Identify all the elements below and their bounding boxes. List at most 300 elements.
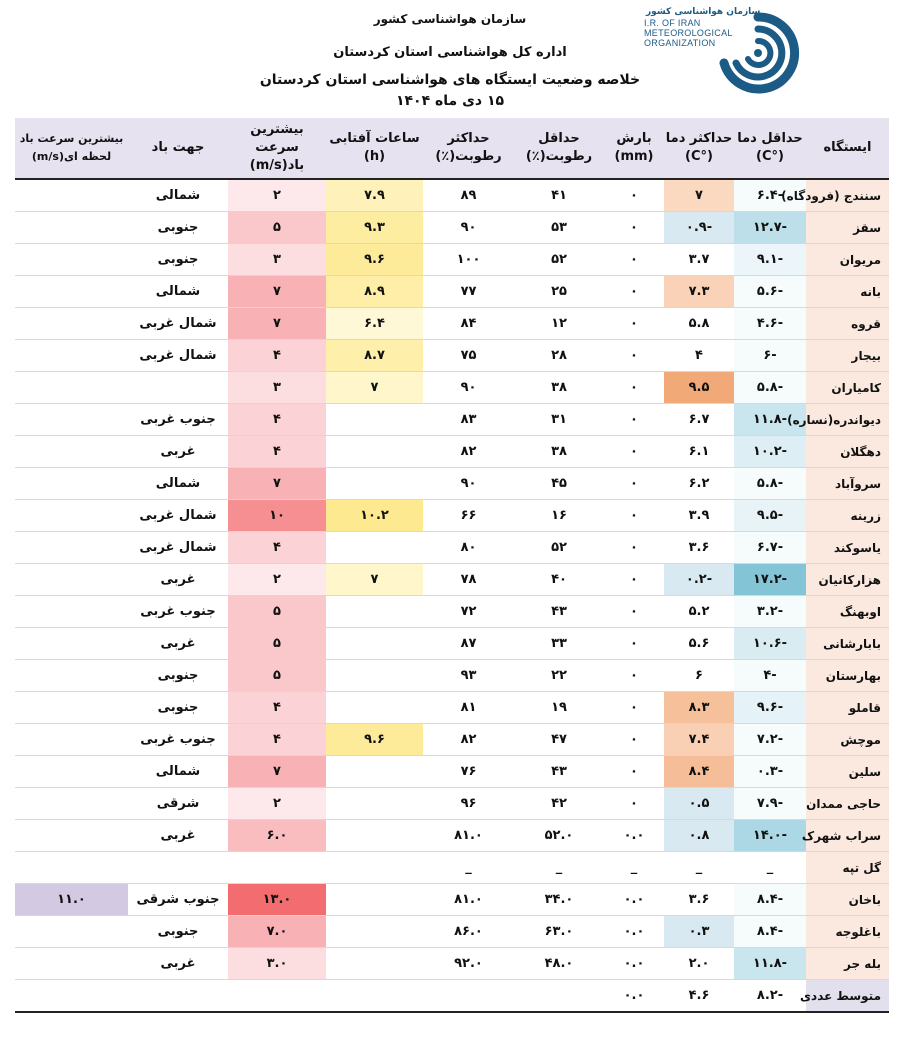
min-humidity-cell: ۴۵: [514, 468, 604, 500]
wind-direction-cell: شمالی: [128, 276, 228, 308]
max-humidity-cell: ۹۲.۰: [423, 948, 514, 980]
sunshine-cell: [326, 852, 423, 884]
meteorological-organization-logo: [640, 5, 810, 91]
min-humidity-cell: _: [514, 852, 604, 884]
table-header-row: [15, 118, 889, 179]
sunshine-cell: [326, 916, 423, 948]
max-temp-cell: ۵.۸: [664, 308, 734, 340]
gust-cell: [15, 948, 128, 980]
station-name-cell: قروه: [806, 308, 889, 340]
station-name-cell: مریوان: [806, 244, 889, 276]
max-humidity-cell: ۹۳: [423, 660, 514, 692]
header-min-temp: حداقل دما (°C): [734, 118, 806, 179]
min-humidity-cell: ۴۰: [514, 564, 604, 596]
precipitation-cell: ۰.۰: [604, 820, 664, 852]
logo-spiral-icon: [714, 11, 802, 93]
min-humidity-cell: ۳۱: [514, 404, 604, 436]
station-row: [15, 628, 889, 660]
min-temp-cell: ۶.۷-: [734, 532, 806, 564]
wind-direction-cell: غربی: [128, 820, 228, 852]
gust-cell: [15, 436, 128, 468]
max-wind-cell: ۴: [228, 692, 326, 724]
max-wind-cell: ۲: [228, 564, 326, 596]
min-temp-cell: ۹.۶-: [734, 692, 806, 724]
max-humidity-cell: ۹۰: [423, 212, 514, 244]
gust-cell: [15, 340, 128, 372]
sunshine-cell: [326, 692, 423, 724]
wind-direction-cell: شمال غربی: [128, 308, 228, 340]
sunshine-cell: ۸.۹: [326, 276, 423, 308]
station-row: [15, 179, 889, 212]
precipitation-cell: ۰: [604, 756, 664, 788]
header-precipitation: بارش (mm): [604, 118, 664, 179]
max-humidity-cell: ۹۰: [423, 372, 514, 404]
precipitation-cell: ۰.۰: [604, 948, 664, 980]
wind-direction-cell: شمال غربی: [128, 500, 228, 532]
station-name-cell: سلین: [806, 756, 889, 788]
sunshine-cell: [326, 468, 423, 500]
gust-cell: [15, 596, 128, 628]
station-row: [15, 660, 889, 692]
min-humidity-cell: ۱۲: [514, 308, 604, 340]
max-temp-cell: ۹.۵: [664, 372, 734, 404]
station-row: [15, 948, 889, 980]
station-row: [15, 372, 889, 404]
max-wind-cell: ۷.۰: [228, 916, 326, 948]
station-row: [15, 276, 889, 308]
min-temp-cell: ۴.۶-: [734, 308, 806, 340]
min-temp-cell: ۶.۴-: [734, 179, 806, 212]
min-temp-cell: ۹.۵-: [734, 500, 806, 532]
header-max-wind: بیشترین سرعت باد(m/s): [228, 118, 326, 179]
max-humidity-cell: ۸۷: [423, 628, 514, 660]
station-name-cell: بیجار: [806, 340, 889, 372]
min-humidity-cell: ۵۲: [514, 532, 604, 564]
precipitation-cell: ۰: [604, 564, 664, 596]
precipitation-cell: ۰: [604, 179, 664, 212]
precipitation-cell: ۰: [604, 372, 664, 404]
sunshine-cell: [326, 596, 423, 628]
min-temp-cell: ۵.۸-: [734, 372, 806, 404]
max-humidity-cell: ۷۶: [423, 756, 514, 788]
station-name-cell: موچش: [806, 724, 889, 756]
min-humidity-cell: ۴۱: [514, 179, 604, 212]
gust-cell: [15, 468, 128, 500]
max-temp-cell: _: [664, 852, 734, 884]
station-name-cell: گل تپه: [806, 852, 889, 884]
wind-direction-cell: جنوب غربی: [128, 724, 228, 756]
station-name-cell: بانه: [806, 276, 889, 308]
gust-cell: [15, 564, 128, 596]
station-name-cell: باخان: [806, 884, 889, 916]
min-temp-cell: ۱۰.۶-: [734, 628, 806, 660]
average-max-temp-cell: ۴.۶: [664, 980, 734, 1013]
max-wind-cell: ۲: [228, 788, 326, 820]
wind-direction-cell: شرقی: [128, 788, 228, 820]
precipitation-cell: ۰: [604, 532, 664, 564]
gust-cell: [15, 660, 128, 692]
station-row: [15, 788, 889, 820]
report-title: خلاصه وضعیت ایستگاه های هواشناسی استان کردستان: [259, 72, 641, 88]
wind-direction-cell: غربی: [128, 436, 228, 468]
gust-cell: ۱۱.۰: [15, 884, 128, 916]
gust-cell: [15, 724, 128, 756]
sunshine-cell: [326, 948, 423, 980]
gust-cell: [15, 628, 128, 660]
max-temp-cell: ۳.۶: [664, 884, 734, 916]
max-humidity-cell: ۸۳: [423, 404, 514, 436]
station-name-cell: هزارکانیان: [806, 564, 889, 596]
max-humidity-cell: ۸۴: [423, 308, 514, 340]
min-humidity-cell: ۱۹: [514, 692, 604, 724]
station-name-cell: زرینه: [806, 500, 889, 532]
max-temp-cell: ۰.۵: [664, 788, 734, 820]
org-name: سازمان هواشناسی کشور: [373, 12, 527, 26]
station-name-cell: اوبهنگ: [806, 596, 889, 628]
station-row: [15, 820, 889, 852]
max-humidity-cell: ۹۰: [423, 468, 514, 500]
gust-cell: [15, 500, 128, 532]
average-sunshine-cell: [326, 980, 423, 1013]
average-precipitation-cell: ۰.۰: [604, 980, 664, 1013]
max-wind-cell: ۵: [228, 660, 326, 692]
max-humidity-cell: ۸۰: [423, 532, 514, 564]
max-temp-cell: ۰.۹-: [664, 212, 734, 244]
gust-cell: [15, 179, 128, 212]
max-temp-cell: ۴: [664, 340, 734, 372]
max-temp-cell: ۶.۱: [664, 436, 734, 468]
station-row: [15, 340, 889, 372]
min-humidity-cell: ۲۲: [514, 660, 604, 692]
precipitation-cell: ۰: [604, 724, 664, 756]
wind-direction-cell: غربی: [128, 628, 228, 660]
min-humidity-cell: ۳۳: [514, 628, 604, 660]
gust-cell: [15, 212, 128, 244]
min-temp-cell: ۸.۴-: [734, 916, 806, 948]
min-temp-cell: ۵.۶-: [734, 276, 806, 308]
max-humidity-cell: ۷۷: [423, 276, 514, 308]
wind-direction-cell: شمالی: [128, 179, 228, 212]
report-titles: [250, 10, 650, 120]
sunshine-cell: [326, 660, 423, 692]
max-wind-cell: ۴: [228, 340, 326, 372]
gust-cell: [15, 308, 128, 340]
station-row: [15, 724, 889, 756]
min-temp-cell: ۸.۴-: [734, 884, 806, 916]
sunshine-cell: [326, 628, 423, 660]
min-temp-cell: ۷.۹-: [734, 788, 806, 820]
precipitation-cell: ۰: [604, 340, 664, 372]
station-row: [15, 468, 889, 500]
max-humidity-cell: ۹۶: [423, 788, 514, 820]
station-row: [15, 212, 889, 244]
precipitation-cell: ۰: [604, 436, 664, 468]
station-name-cell: دیواندره(نساره): [806, 404, 889, 436]
average-gust-cell: [15, 980, 128, 1013]
max-temp-cell: ۳.۶: [664, 532, 734, 564]
gust-cell: [15, 244, 128, 276]
min-temp-cell: ۷.۲-: [734, 724, 806, 756]
station-row: [15, 884, 889, 916]
sunshine-cell: [326, 436, 423, 468]
min-humidity-cell: ۲۵: [514, 276, 604, 308]
station-row: [15, 596, 889, 628]
max-wind-cell: ۵: [228, 628, 326, 660]
max-temp-cell: ۶.۲: [664, 468, 734, 500]
station-name-cell: بهارستان: [806, 660, 889, 692]
max-humidity-cell: ۸۱: [423, 692, 514, 724]
min-humidity-cell: ۴۲: [514, 788, 604, 820]
gust-cell: [15, 404, 128, 436]
header-sunshine: ساعات آفتابی (h): [326, 118, 423, 179]
wind-direction-cell: غربی: [128, 948, 228, 980]
average-wind-direction-cell: [128, 980, 228, 1013]
max-temp-cell: ۰.۳: [664, 916, 734, 948]
min-humidity-cell: ۵۲: [514, 244, 604, 276]
station-row: [15, 756, 889, 788]
precipitation-cell: ۰: [604, 692, 664, 724]
max-wind-cell: ۱۳.۰: [228, 884, 326, 916]
logo-persian-text: سازمان هواشناسی کشور: [646, 7, 761, 17]
min-humidity-cell: ۳۸: [514, 436, 604, 468]
average-station-name-cell: متوسط عددی: [806, 980, 889, 1013]
max-temp-cell: ۷.۳: [664, 276, 734, 308]
station-row: [15, 436, 889, 468]
max-wind-cell: ۷: [228, 308, 326, 340]
wind-direction-cell: شمال غربی: [128, 532, 228, 564]
max-temp-cell: ۸.۳: [664, 692, 734, 724]
wind-direction-cell: شمالی: [128, 468, 228, 500]
sunshine-cell: ۱۰.۲: [326, 500, 423, 532]
precipitation-cell: ۰: [604, 628, 664, 660]
station-row: [15, 564, 889, 596]
precipitation-cell: ۰: [604, 212, 664, 244]
max-wind-cell: ۴: [228, 404, 326, 436]
station-name-cell: بابارشانی: [806, 628, 889, 660]
min-humidity-cell: ۱۶: [514, 500, 604, 532]
sunshine-cell: [326, 756, 423, 788]
max-humidity-cell: ۸۲: [423, 436, 514, 468]
sunshine-cell: ۷: [326, 564, 423, 596]
max-temp-cell: ۵.۲: [664, 596, 734, 628]
min-humidity-cell: ۳۸: [514, 372, 604, 404]
gust-cell: [15, 692, 128, 724]
max-wind-cell: ۳: [228, 244, 326, 276]
station-name-cell: سراب شهرک: [806, 820, 889, 852]
wind-direction-cell: جنوب غربی: [128, 404, 228, 436]
station-row: [15, 532, 889, 564]
station-row: [15, 916, 889, 948]
precipitation-cell: ۰: [604, 500, 664, 532]
max-humidity-cell: ۸۲: [423, 724, 514, 756]
max-wind-cell: [228, 852, 326, 884]
sunshine-cell: ۶.۴: [326, 308, 423, 340]
min-humidity-cell: ۲۸: [514, 340, 604, 372]
station-name-cell: یاسوکند: [806, 532, 889, 564]
max-temp-cell: ۶: [664, 660, 734, 692]
max-humidity-cell: ۱۰۰: [423, 244, 514, 276]
sunshine-cell: ۹.۶: [326, 244, 423, 276]
min-temp-cell: ۱۲.۷-: [734, 212, 806, 244]
max-wind-cell: ۴: [228, 436, 326, 468]
wind-direction-cell: جنوب غربی: [128, 596, 228, 628]
sunshine-cell: ۷.۹: [326, 179, 423, 212]
max-temp-cell: ۳.۹: [664, 500, 734, 532]
min-temp-cell: ۱۴.۰-: [734, 820, 806, 852]
precipitation-cell: ۰: [604, 244, 664, 276]
precipitation-cell: ۰: [604, 468, 664, 500]
average-min-humidity-cell: [514, 980, 604, 1013]
station-name-cell: بله جر: [806, 948, 889, 980]
min-temp-cell: ۳.۲-: [734, 596, 806, 628]
min-humidity-cell: ۴۷: [514, 724, 604, 756]
max-temp-cell: ۳.۷: [664, 244, 734, 276]
min-temp-cell: ۰.۳-: [734, 756, 806, 788]
min-temp-cell: ۱۰.۲-: [734, 436, 806, 468]
average-max-humidity-cell: [423, 980, 514, 1013]
sunshine-cell: [326, 404, 423, 436]
max-wind-cell: ۴: [228, 532, 326, 564]
max-temp-cell: ۲.۰: [664, 948, 734, 980]
min-temp-cell: _: [734, 852, 806, 884]
max-humidity-cell: ۸۱.۰: [423, 820, 514, 852]
precipitation-cell: ۰: [604, 276, 664, 308]
wind-direction-cell: جنوبی: [128, 692, 228, 724]
max-temp-cell: ۵.۶: [664, 628, 734, 660]
sunshine-cell: ۷: [326, 372, 423, 404]
wind-direction-cell: شمالی: [128, 756, 228, 788]
max-temp-cell: ۷.۴: [664, 724, 734, 756]
table-body: [15, 179, 889, 1012]
wind-direction-cell: [128, 372, 228, 404]
max-humidity-cell: ۸۹: [423, 179, 514, 212]
department-name: اداره کل هواشناسی استان کردستان: [333, 45, 567, 60]
max-wind-cell: ۷: [228, 276, 326, 308]
header-wind-direction: جهت باد: [128, 118, 228, 179]
station-name-cell: باغلوجه: [806, 916, 889, 948]
wind-direction-cell: جنوب شرقی: [128, 884, 228, 916]
sunshine-cell: [326, 532, 423, 564]
precipitation-cell: ۰: [604, 308, 664, 340]
max-humidity-cell: ۸۶.۰: [423, 916, 514, 948]
precipitation-cell: ۰: [604, 404, 664, 436]
min-temp-cell: ۱۱.۸-: [734, 404, 806, 436]
precipitation-cell: ۰.۰: [604, 916, 664, 948]
gust-cell: [15, 852, 128, 884]
average-row: [15, 980, 889, 1013]
report-date: ۱۵ دی ماه ۱۴۰۴: [395, 93, 505, 109]
precipitation-cell: _: [604, 852, 664, 884]
sunshine-cell: ۹.۶: [326, 724, 423, 756]
station-row: [15, 852, 889, 884]
min-temp-cell: ۵.۸-: [734, 468, 806, 500]
wind-direction-cell: جنوبی: [128, 244, 228, 276]
min-temp-cell: ۹.۱-: [734, 244, 806, 276]
max-temp-cell: ۶.۷: [664, 404, 734, 436]
wind-direction-cell: جنوبی: [128, 660, 228, 692]
max-wind-cell: ۷: [228, 756, 326, 788]
min-humidity-cell: ۵۲.۰: [514, 820, 604, 852]
sunshine-cell: ۹.۳: [326, 212, 423, 244]
max-humidity-cell: ۷۲: [423, 596, 514, 628]
station-name-cell: حاجی ممدان: [806, 788, 889, 820]
wind-direction-cell: [128, 852, 228, 884]
header-gust: بیشترین سرعت باد لحظه ای(m/s): [15, 118, 128, 179]
header-min-humidity: حداقل رطوبت(٪): [514, 118, 604, 179]
max-wind-cell: ۱۰: [228, 500, 326, 532]
logo-english-text: I.R. OF IRAN METEOROLOGICAL ORGANIZATION: [644, 18, 733, 48]
min-temp-cell: ۱۱.۸-: [734, 948, 806, 980]
wind-direction-cell: جنوبی: [128, 212, 228, 244]
sunshine-cell: [326, 820, 423, 852]
gust-cell: [15, 372, 128, 404]
station-name-cell: قاملو: [806, 692, 889, 724]
station-name-cell: سروآباد: [806, 468, 889, 500]
max-wind-cell: ۳.۰: [228, 948, 326, 980]
max-humidity-cell: ۶۶: [423, 500, 514, 532]
min-humidity-cell: ۵۳: [514, 212, 604, 244]
max-wind-cell: ۷: [228, 468, 326, 500]
max-wind-cell: ۳: [228, 372, 326, 404]
gust-cell: [15, 276, 128, 308]
max-temp-cell: ۰.۲-: [664, 564, 734, 596]
max-wind-cell: ۲: [228, 179, 326, 212]
max-humidity-cell: ۸۱.۰: [423, 884, 514, 916]
station-name-cell: سقز: [806, 212, 889, 244]
min-temp-cell: ۱۷.۲-: [734, 564, 806, 596]
wind-direction-cell: غربی: [128, 564, 228, 596]
max-temp-cell: ۰.۸: [664, 820, 734, 852]
max-wind-cell: ۶.۰: [228, 820, 326, 852]
precipitation-cell: ۰: [604, 660, 664, 692]
gust-cell: [15, 532, 128, 564]
wind-direction-cell: شمال غربی: [128, 340, 228, 372]
header-max-temp: حداکثر دما (°C): [664, 118, 734, 179]
min-humidity-cell: ۳۴.۰: [514, 884, 604, 916]
station-row: [15, 692, 889, 724]
max-humidity-cell: _: [423, 852, 514, 884]
gust-cell: [15, 820, 128, 852]
max-temp-cell: ۸.۴: [664, 756, 734, 788]
max-humidity-cell: ۷۸: [423, 564, 514, 596]
max-temp-cell: ۷: [664, 179, 734, 212]
station-row: [15, 244, 889, 276]
station-name-cell: سنندج (فرودگاه): [806, 179, 889, 212]
header-station: ایستگاه: [806, 118, 889, 179]
report-header: [0, 0, 909, 118]
max-wind-cell: ۵: [228, 212, 326, 244]
min-temp-cell: ۴-: [734, 660, 806, 692]
gust-cell: [15, 916, 128, 948]
max-wind-cell: ۵: [228, 596, 326, 628]
precipitation-cell: ۰.۰: [604, 884, 664, 916]
min-humidity-cell: ۶۳.۰: [514, 916, 604, 948]
sunshine-cell: [326, 788, 423, 820]
wind-direction-cell: جنوبی: [128, 916, 228, 948]
station-row: [15, 308, 889, 340]
station-row: [15, 404, 889, 436]
average-max-wind-cell: [228, 980, 326, 1013]
header-max-humidity: حداکثر رطوبت(٪): [423, 118, 514, 179]
sunshine-cell: [326, 884, 423, 916]
precipitation-cell: ۰: [604, 596, 664, 628]
average-min-temp-cell: ۸.۲-: [734, 980, 806, 1013]
gust-cell: [15, 788, 128, 820]
min-temp-cell: ۶-: [734, 340, 806, 372]
min-humidity-cell: ۴۸.۰: [514, 948, 604, 980]
sunshine-cell: ۸.۷: [326, 340, 423, 372]
min-humidity-cell: ۴۳: [514, 596, 604, 628]
